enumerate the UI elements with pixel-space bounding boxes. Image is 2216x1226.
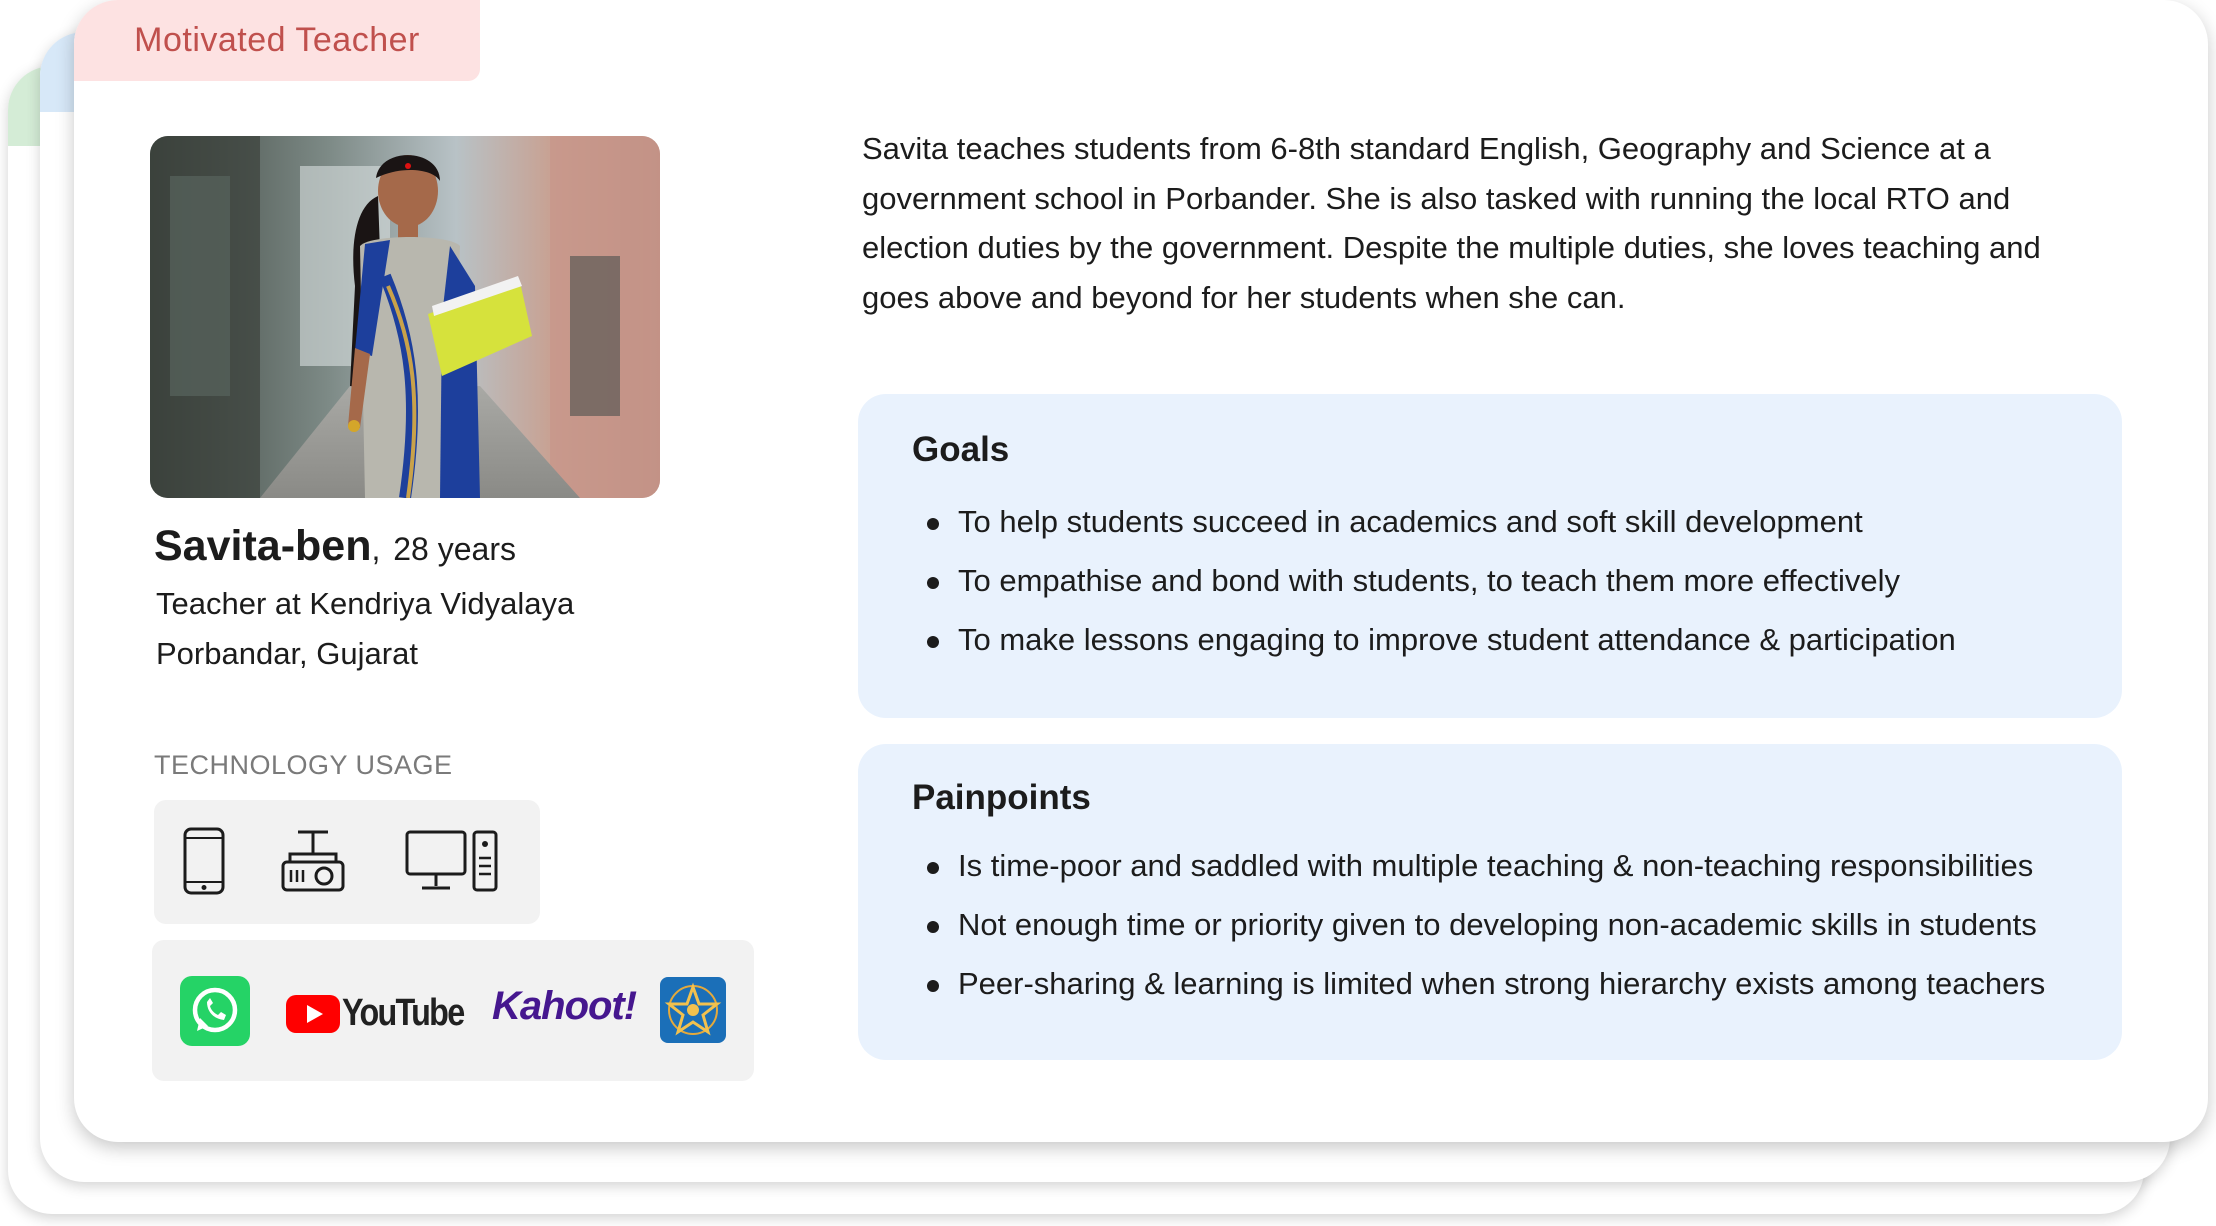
desktop-computer-icon (404, 826, 500, 896)
persona-card (74, 0, 2208, 1142)
persona-photo (150, 136, 660, 498)
youtube-play-icon (286, 995, 340, 1033)
painpoints-panel (858, 744, 2122, 1060)
projector-icon (280, 826, 346, 896)
smartphone-icon (182, 826, 226, 896)
diksha-logo-icon (660, 977, 726, 1043)
kahoot-logo: Kahoot! (492, 984, 637, 1028)
persona-location: Porbandar, Gujarat (156, 636, 418, 671)
apps-box (152, 940, 754, 1081)
goal-item: To help students succeed in academics and soft skill development (912, 492, 1956, 551)
whatsapp-logo-icon (180, 976, 250, 1046)
goals-panel (858, 394, 2122, 718)
goals-list (912, 492, 1956, 669)
youtube-logo (286, 992, 485, 1035)
persona-type-label: Motivated Teacher (134, 21, 420, 59)
painpoints-heading: Painpoints (912, 778, 1091, 817)
youtube-wordmark: YouTube (342, 992, 464, 1034)
painpoints-list (912, 836, 2045, 1013)
persona-type-tag (74, 0, 480, 81)
goals-heading: Goals (912, 430, 1010, 469)
persona-name-row: Savita-ben, 28 years (154, 522, 516, 570)
painpoint-item: Not enough time or priority given to developing non-academic skills in students (912, 895, 2045, 954)
persona-description: Savita teaches students from 6-8th standard English, Geography and Science at a government school in Porbander. She is also tasked with running the local RTO and election duties by the government. Despite the multiple duties, she loves teaching and goes above and beyond for her students when she can. (862, 131, 2041, 315)
painpoint-item: Is time-poor and saddled with multiple teaching & non-teaching responsibilities (912, 836, 2045, 895)
devices-box (154, 800, 540, 924)
persona-role: Teacher at Kendriya Vidyalaya (156, 586, 575, 621)
painpoint-item: Peer-sharing & learning is limited when strong hierarchy exists among teachers (912, 954, 2045, 1013)
persona-name: Savita-ben (154, 522, 372, 570)
goal-item: To empathise and bond with students, to teach them more effectively (912, 551, 1956, 610)
persona-age: 28 years (393, 531, 516, 567)
goal-item: To make lessons engaging to improve student attendance & participation (912, 610, 1956, 669)
technology-usage-heading: TECHNOLOGY USAGE (154, 750, 453, 780)
